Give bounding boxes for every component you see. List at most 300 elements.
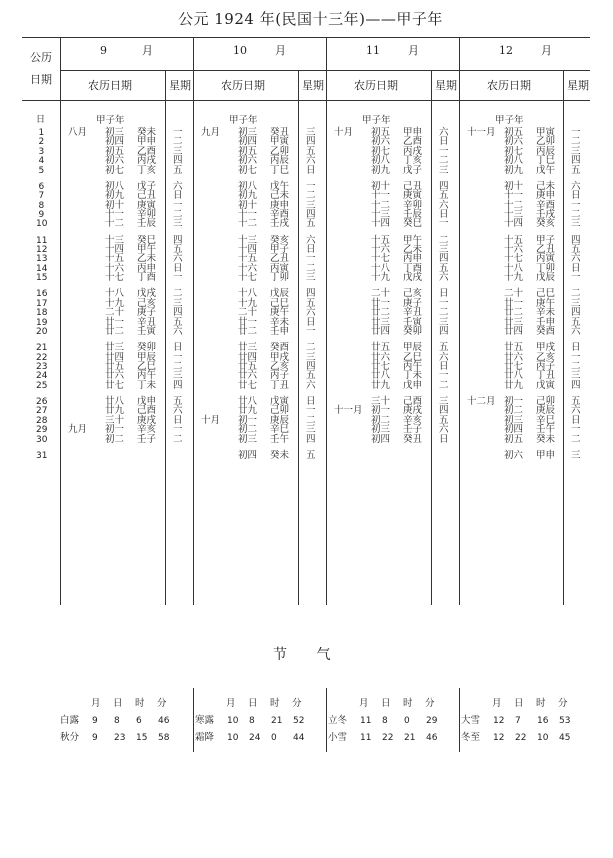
lunar-day: 廿七 <box>504 361 524 372</box>
lunar-day: 廿一 <box>504 297 524 309</box>
day-number: 30 <box>36 434 48 445</box>
ganzhi: 癸酉 <box>536 326 556 337</box>
lunar-day: 十五 <box>238 253 258 265</box>
weekday: 日 <box>306 164 316 176</box>
lunar-day: 初七 <box>105 164 125 176</box>
ganzhi: 丙戌 <box>137 155 157 167</box>
jieqi-day: 22 <box>515 733 527 743</box>
weekday: 二 <box>173 136 183 148</box>
ganzhi: 壬戌 <box>536 209 556 220</box>
ganzhi: 己卯 <box>270 405 290 417</box>
ganzhi: 己卯 <box>536 396 556 407</box>
weekday: 五 <box>571 316 581 328</box>
jieqi-day: 24 <box>249 733 261 743</box>
ganzhi: 丁卯 <box>536 262 556 274</box>
month-divider <box>326 37 327 605</box>
ganzhi: 丁卯 <box>270 272 290 284</box>
lunar-day: 廿七 <box>238 379 258 391</box>
ganzhi: 癸亥 <box>270 234 290 246</box>
ganzhi: 壬申 <box>270 326 290 337</box>
lunar-day: 十六 <box>105 262 125 274</box>
ganzhi: 戊子 <box>137 180 157 192</box>
jieqi-minute: 53 <box>559 716 571 726</box>
day-number: 18 <box>36 308 48 319</box>
ganzhi: 壬午 <box>536 424 556 436</box>
month-unit: 月 <box>275 44 286 57</box>
lunar-day: 廿八 <box>238 396 258 407</box>
ganzhi: 乙酉 <box>137 145 157 157</box>
jieqi-header: 日 <box>113 698 123 709</box>
ganzhi: 癸卯 <box>403 326 423 337</box>
lunar-day: 廿四 <box>371 326 391 337</box>
month-divider <box>459 37 460 605</box>
jieqi-divider <box>459 688 460 752</box>
lunar-day: 初七 <box>371 145 391 157</box>
ganzhi: 甲午 <box>403 234 423 246</box>
lunar-day: 十八 <box>105 288 125 300</box>
lunar-day: 二十 <box>371 288 391 300</box>
jieqi-hour: 10 <box>537 733 549 743</box>
day-number: 2 <box>38 137 45 148</box>
ganzhi: 丁亥 <box>137 164 157 176</box>
lunar-year: 甲子年 <box>495 115 524 126</box>
jieqi-header: 月 <box>359 698 369 709</box>
day-number: 26 <box>36 397 48 407</box>
jieqi-hour: 15 <box>136 733 148 743</box>
lunar-day: 初一 <box>504 396 524 407</box>
day-label: 日 <box>36 115 46 125</box>
weekday: 六 <box>306 155 316 167</box>
lunar-day: 初六 <box>238 155 258 167</box>
lunar-day: 十四 <box>371 218 391 230</box>
jieqi-header: 日 <box>381 698 391 709</box>
lunar-day: 初四 <box>238 136 258 148</box>
header-riqi: 日期 <box>30 73 52 86</box>
lunar-day: 十四 <box>105 244 125 255</box>
weekday: 四 <box>306 209 316 220</box>
ganzhi: 甲辰 <box>403 342 423 354</box>
ganzhi: 己酉 <box>403 396 423 407</box>
ganzhi: 壬午 <box>270 433 290 445</box>
ganzhi: 癸酉 <box>270 342 290 354</box>
weekday: 四 <box>306 361 316 372</box>
day-number: 29 <box>36 425 48 436</box>
weekday: 三 <box>306 424 316 436</box>
jieqi-name: 寒露 <box>195 715 215 726</box>
lunar-day: 十一 <box>371 190 391 202</box>
lunar-day: 初八 <box>371 155 391 167</box>
jieqi-header: 月 <box>492 698 502 709</box>
header-xingqi: 星期 <box>302 79 324 92</box>
lunar-day: 十七 <box>238 272 258 284</box>
ganzhi: 壬申 <box>536 316 556 328</box>
lunar-day: 初六 <box>504 136 524 148</box>
jieqi-hour: 0 <box>404 716 410 726</box>
jieqi-month: 12 <box>493 716 505 726</box>
weekday: 日 <box>571 190 581 202</box>
weekday: 二 <box>571 209 581 220</box>
jieqi-header: 时 <box>135 698 145 709</box>
weekday: 一 <box>173 351 183 363</box>
weekday: 二 <box>439 307 449 319</box>
jieqi-month: 10 <box>227 716 239 726</box>
jieqi-month: 11 <box>360 716 372 726</box>
weekday: 五 <box>173 396 183 407</box>
lunar-day: 廿九 <box>371 379 391 391</box>
ganzhi: 己亥 <box>403 288 423 300</box>
ganzhi: 丙午 <box>403 361 423 372</box>
lunar-day: 初六 <box>504 449 524 461</box>
weekday: 一 <box>439 370 449 382</box>
weekday: 五 <box>306 297 316 309</box>
jieqi-divider <box>193 688 194 752</box>
lunar-day: 初八 <box>238 180 258 192</box>
lunar-month-marker: 十月 <box>201 414 221 426</box>
lunar-day: 廿六 <box>504 351 524 363</box>
lunar-month-marker: 十二月 <box>467 396 496 407</box>
jieqi-month: 12 <box>493 733 505 743</box>
ganzhi: 甲子 <box>270 244 290 255</box>
weekday: 五 <box>173 244 183 255</box>
lunar-day: 廿二 <box>504 307 524 319</box>
lunar-day: 初五 <box>504 127 524 138</box>
ganzhi: 甲辰 <box>137 351 157 363</box>
lunar-day: 初一 <box>105 424 125 436</box>
lunar-day: 十四 <box>238 244 258 255</box>
ganzhi: 癸亥 <box>536 218 556 230</box>
lunar-day: 十九 <box>371 272 391 284</box>
weekday: 三 <box>306 351 316 363</box>
lunar-day: 初四 <box>371 433 391 445</box>
ganzhi: 癸未 <box>536 433 556 445</box>
weekday: 日 <box>571 414 581 426</box>
ganzhi: 辛酉 <box>536 199 556 211</box>
weekday: 四 <box>173 307 183 319</box>
ganzhi: 己丑 <box>403 180 423 192</box>
jieqi-hour: 16 <box>537 716 549 726</box>
day-number: 1 <box>38 128 45 138</box>
weekday: 二 <box>571 361 581 372</box>
header-xingqi: 星期 <box>567 79 589 92</box>
weekday: 五 <box>571 164 581 176</box>
ganzhi: 丁酉 <box>137 272 157 284</box>
jieqi-header: 分 <box>558 698 568 709</box>
jieqi-hour: 0 <box>271 733 277 743</box>
ganzhi: 己酉 <box>137 405 157 417</box>
ganzhi: 庚辰 <box>270 414 290 426</box>
ganzhi: 庚午 <box>270 307 290 319</box>
weekday: 四 <box>439 253 449 265</box>
weekday: 六 <box>439 272 449 284</box>
weekday: 三 <box>571 370 581 382</box>
weekday: 一 <box>439 218 449 230</box>
weekday: 六 <box>571 326 581 337</box>
weekday: 二 <box>571 288 581 300</box>
weekday: 六 <box>571 180 581 192</box>
lunar-day: 廿六 <box>371 351 391 363</box>
weekday: 一 <box>571 127 581 138</box>
lunar-day: 初二 <box>504 405 524 417</box>
ganzhi: 丙寅 <box>270 262 290 274</box>
ganzhi: 己巳 <box>536 288 556 300</box>
jieqi-minute: 58 <box>158 733 170 743</box>
weekday: 六 <box>173 326 183 337</box>
weekday: 二 <box>306 262 316 274</box>
weekday: 二 <box>306 190 316 202</box>
weekday: 日 <box>306 244 316 255</box>
weekday: 四 <box>306 136 316 148</box>
day-number: 6 <box>38 181 45 192</box>
jieqi-hour: 6 <box>136 716 142 726</box>
lunar-day: 初二 <box>371 414 391 426</box>
ganzhi: 丁未 <box>137 379 157 391</box>
lunar-day: 初五 <box>371 127 391 138</box>
weekday: 日 <box>173 262 183 274</box>
weekday: 日 <box>439 361 449 372</box>
ganzhi: 乙丑 <box>270 253 290 265</box>
weekday: 三 <box>571 449 581 461</box>
lunar-day: 初十 <box>105 199 125 211</box>
weekday: 日 <box>306 396 316 407</box>
weekday: 四 <box>173 234 183 246</box>
lunar-day: 廿八 <box>504 370 524 382</box>
ganzhi: 甲申 <box>536 449 556 461</box>
lunar-day: 二十 <box>504 288 524 300</box>
ganzhi: 丙子 <box>536 361 556 372</box>
jieqi-month: 9 <box>92 733 98 743</box>
ganzhi: 戊申 <box>137 396 157 407</box>
ganzhi: 乙酉 <box>403 136 423 148</box>
lunar-day: 初四 <box>504 424 524 436</box>
lunar-day: 初一 <box>371 405 391 417</box>
weekday: 二 <box>173 209 183 220</box>
header-gongli: 公历 <box>30 51 52 64</box>
lunar-day: 二十 <box>105 307 125 319</box>
day-number: 16 <box>36 289 48 300</box>
day-number: 17 <box>36 298 48 309</box>
ganzhi: 癸未 <box>137 127 157 138</box>
month-unit: 月 <box>408 44 419 57</box>
jieqi-minute: 44 <box>293 733 305 743</box>
lunar-day: 十九 <box>105 297 125 309</box>
lunar-day: 十五 <box>504 234 524 246</box>
ganzhi: 辛亥 <box>137 424 157 436</box>
lunar-day: 初九 <box>371 164 391 176</box>
ganzhi: 癸丑 <box>403 433 423 445</box>
jieqi-day: 7 <box>515 716 521 726</box>
ganzhi: 丁亥 <box>403 155 423 167</box>
ganzhi: 乙卯 <box>536 136 556 148</box>
jieqi-name: 霜降 <box>195 732 215 743</box>
ganzhi: 丁未 <box>403 370 423 382</box>
day-number: 13 <box>36 254 48 265</box>
weekday: 六 <box>439 351 449 363</box>
weekday: 四 <box>306 288 316 300</box>
weekday: 一 <box>571 272 581 284</box>
weekday: 五 <box>306 449 316 461</box>
weekday-divider <box>563 70 564 605</box>
month-unit: 月 <box>541 44 552 57</box>
jieqi-day: 22 <box>382 733 394 743</box>
lunar-day: 十三 <box>371 209 391 220</box>
page-title: 公元 1924 年(民国十三年)——甲子年 <box>178 10 443 28</box>
weekday: 五 <box>173 316 183 328</box>
lunar-day: 廿一 <box>371 297 391 309</box>
lunar-month-marker: 九月 <box>201 127 221 138</box>
ganzhi: 戊戌 <box>403 272 423 284</box>
weekday: 五 <box>306 370 316 382</box>
day-number: 22 <box>36 352 48 363</box>
lunar-day: 廿五 <box>504 342 524 354</box>
lunar-day: 十七 <box>371 253 391 265</box>
ganzhi: 庚辰 <box>536 405 556 417</box>
month-divider <box>193 37 194 605</box>
weekday: 一 <box>306 405 316 417</box>
weekday: 日 <box>306 316 316 328</box>
lunar-day: 廿九 <box>504 379 524 391</box>
lunar-day: 初七 <box>238 164 258 176</box>
weekday: 四 <box>439 180 449 192</box>
weekday: 五 <box>439 190 449 202</box>
ganzhi: 癸未 <box>270 449 290 461</box>
lunar-day: 十七 <box>504 253 524 265</box>
lunar-day: 廿五 <box>371 342 391 354</box>
ganzhi: 庚申 <box>270 199 290 211</box>
lunar-day: 廿一 <box>105 316 125 328</box>
weekday: 一 <box>306 180 316 192</box>
ganzhi: 庚子 <box>403 297 423 309</box>
weekday: 二 <box>439 379 449 391</box>
weekday: 六 <box>306 379 316 391</box>
weekday: 六 <box>439 424 449 436</box>
ganzhi: 戊寅 <box>536 379 556 391</box>
day-number: 9 <box>38 210 45 220</box>
lunar-day: 初五 <box>238 145 258 157</box>
lunar-day: 廿七 <box>371 361 391 372</box>
weekday: 四 <box>439 405 449 417</box>
lunar-year: 甲子年 <box>96 115 125 126</box>
lunar-month-marker: 十一月 <box>334 405 363 417</box>
ganzhi: 壬寅 <box>403 316 423 328</box>
weekday: 三 <box>306 199 316 211</box>
ganzhi: 丁丑 <box>270 379 290 391</box>
weekday: 日 <box>439 288 449 300</box>
lunar-day: 初八 <box>105 180 125 192</box>
ganzhi: 丙午 <box>137 370 157 382</box>
weekday: 三 <box>439 396 449 407</box>
lunar-day: 十六 <box>371 244 391 255</box>
weekday: 一 <box>439 297 449 309</box>
jieqi-minute: 45 <box>559 733 571 743</box>
ganzhi: 乙卯 <box>270 145 290 157</box>
weekday: 日 <box>571 342 581 354</box>
ganzhi: 乙巳 <box>403 351 423 363</box>
weekday: 五 <box>439 342 449 354</box>
weekday-divider <box>165 70 166 605</box>
lunar-day: 初三 <box>504 414 524 426</box>
header-xingqi: 星期 <box>169 79 191 92</box>
lunar-day: 初六 <box>371 136 391 148</box>
day-number: 23 <box>36 362 48 372</box>
jieqi-name: 立冬 <box>328 715 348 726</box>
weekday: 三 <box>439 164 449 176</box>
lunar-day: 初三 <box>105 127 125 138</box>
lunar-day: 二十 <box>238 307 258 319</box>
jieqi-hour: 21 <box>271 716 283 726</box>
lunar-day: 初四 <box>105 136 125 148</box>
day-number: 3 <box>38 146 45 157</box>
weekday: 五 <box>571 396 581 407</box>
ganzhi: 辛丑 <box>403 307 423 319</box>
ganzhi: 戊辰 <box>270 288 290 300</box>
weekday: 二 <box>173 433 183 445</box>
ganzhi: 戊寅 <box>270 396 290 407</box>
weekday: 二 <box>439 155 449 167</box>
jieqi-minute: 29 <box>426 716 438 726</box>
jieqi-name: 白露 <box>60 715 80 726</box>
ganzhi: 丙辰 <box>270 155 290 167</box>
weekday: 一 <box>306 326 316 337</box>
ganzhi: 丙戌 <box>403 145 423 157</box>
ganzhi: 丙寅 <box>536 253 556 265</box>
jieqi-month: 9 <box>92 716 98 726</box>
jieqi-name: 秋分 <box>60 732 80 743</box>
ganzhi: 丁巳 <box>270 164 290 176</box>
weekday: 三 <box>571 145 581 157</box>
jieqi-minute: 46 <box>158 716 170 726</box>
ganzhi: 甲申 <box>403 127 423 138</box>
ganzhi: 戊午 <box>270 180 290 192</box>
lunar-day: 廿九 <box>238 405 258 417</box>
ganzhi: 甲寅 <box>536 127 556 138</box>
ganzhi: 甲戌 <box>270 351 290 363</box>
weekday: 五 <box>439 414 449 426</box>
lunar-day: 十六 <box>238 262 258 274</box>
lunar-day: 十三 <box>238 234 258 246</box>
ganzhi: 丙子 <box>270 370 290 382</box>
weekday: 日 <box>173 190 183 202</box>
lunar-day: 廿三 <box>105 342 125 354</box>
lunar-day: 初九 <box>238 190 258 202</box>
lunar-day: 初三 <box>371 424 391 436</box>
jieqi-header: 分 <box>292 698 302 709</box>
weekday: 三 <box>571 218 581 230</box>
ganzhi: 癸卯 <box>137 342 157 354</box>
weekday: 三 <box>173 370 183 382</box>
weekday: 日 <box>173 414 183 426</box>
jieqi-header: 月 <box>226 698 236 709</box>
day-number: 31 <box>36 450 48 461</box>
jieqi-month: 11 <box>360 733 372 743</box>
ganzhi: 辛未 <box>536 307 556 319</box>
month-number: 12 <box>499 44 513 57</box>
weekday: 二 <box>173 361 183 372</box>
ganzhi: 庚戌 <box>137 414 157 426</box>
ganzhi: 辛巳 <box>270 424 290 436</box>
ganzhi: 辛丑 <box>137 316 157 328</box>
day-number: 27 <box>36 406 48 417</box>
lunar-month-marker: 八月 <box>68 127 88 138</box>
weekday: 日 <box>173 342 183 354</box>
weekday: 六 <box>439 199 449 211</box>
ganzhi: 壬子 <box>137 433 157 445</box>
ganzhi: 乙亥 <box>270 361 290 372</box>
header-mid-rule <box>60 70 590 71</box>
lunar-day: 三十 <box>105 414 125 426</box>
ganzhi: 癸巳 <box>137 234 157 246</box>
lunar-day: 廿八 <box>371 370 391 382</box>
header-bottom-rule <box>22 100 590 101</box>
